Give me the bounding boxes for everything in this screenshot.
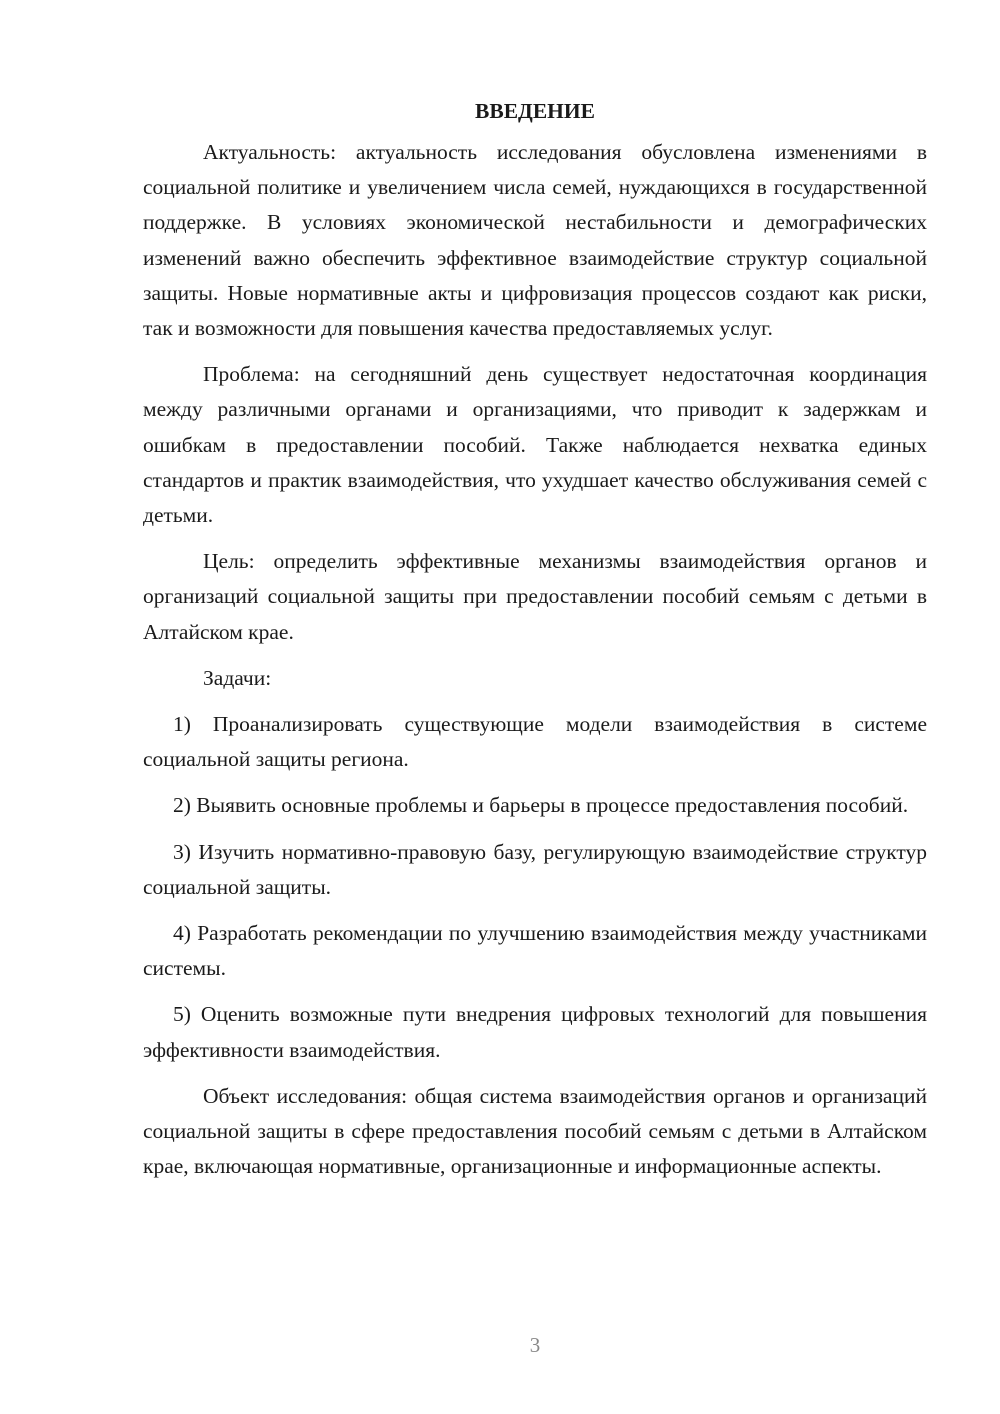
paragraph-object: Объект исследования: общая система взаимодействия органов и организаций социальной защиты в сфере предоставления пособий семьям с детьми в Алтайском крае, включающая нормативные, организационные и информационные аспекты.: [143, 1083, 927, 1179]
task-item: 2) Выявить основные проблемы и барьеры в процессе предоставления пособий.: [173, 793, 909, 818]
task-item: 3) Изучить нормативно-правовую базу, регулирующую взаимодействие структур социальной защиты.: [143, 839, 927, 899]
page-content: [143, 94, 927, 1184]
paragraph-goal: Цель: определить эффективные механизмы взаимодействия органов и организаций социальной защиты при предоставлении пособий семьям с детьми в Алтайском крае.: [143, 549, 927, 644]
tasks-heading: Задачи:: [203, 665, 272, 690]
paragraph-relevance: Актуальность: актуальность исследования обусловлена изменениями в социальной политике и увеличением числа семей, нуждающихся в государственной поддержке. В условиях экономической нестабильности и демографических изменений важно обеспечить эффективное взаимодействие структур социальной защиты. Новые нормативные акты и цифровизация процессов создают как риски, так и возможности для повышения качества предоставляемых услуг.: [143, 140, 927, 341]
section-title: ВВЕДЕНИЕ: [475, 99, 595, 123]
task-item: 4) Разработать рекомендации по улучшению взаимодействия между участниками системы.: [143, 921, 927, 981]
task-item: 5) Оценить возможные пути внедрения цифровых технологий для повышения эффективности взаимодействия.: [143, 1002, 927, 1062]
task-item: 1) Проанализировать существующие модели взаимодействия в системе социальной защиты региона.: [143, 712, 927, 772]
page-number: 3: [529, 1333, 541, 1357]
paragraph-problem: Проблема: на сегодняшний день существует недостаточная координация между различными органами и организациями, что приводит к задержкам и ошибкам в предоставлении пособий. Также наблюдается нехватка единых стандартов и практик взаимодействия, что ухудшает качество обслуживания семей с детьми.: [143, 362, 927, 528]
